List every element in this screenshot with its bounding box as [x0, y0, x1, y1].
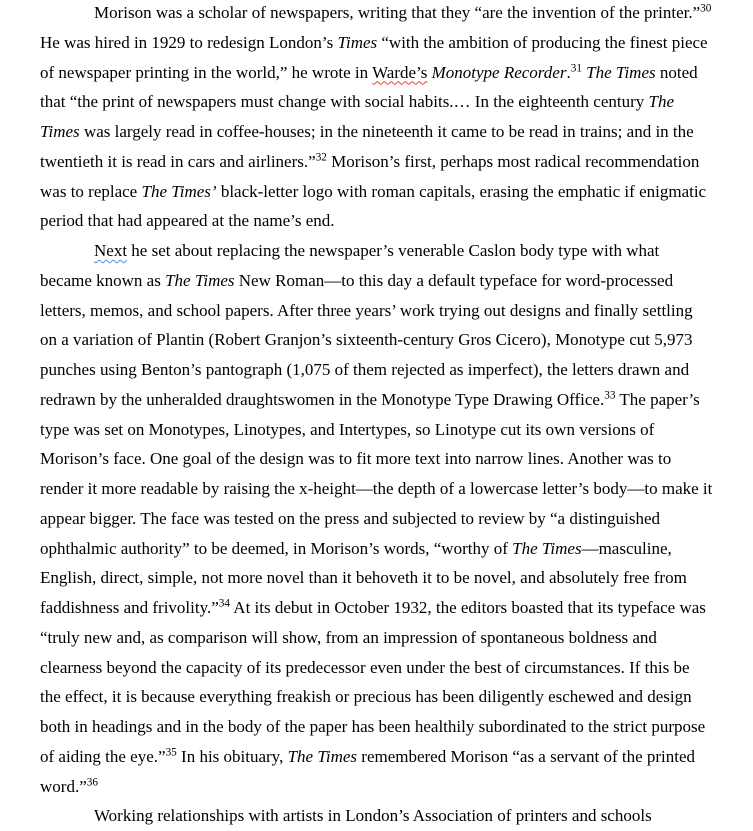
- text-run: In his obituary,: [176, 746, 288, 766]
- text-run: He was hired in 1929 to redesign London’s: [40, 32, 338, 52]
- footnote-reference: 32: [315, 151, 327, 164]
- footnote-reference: 30: [700, 2, 712, 15]
- italic-text-run: The Times: [287, 746, 358, 766]
- text-run: New Roman—to this day a default typeface for word-processed letters, memos, and school papers. After three years’ work trying out designs and finally settling on a variation of Plantin (Robert Granjon’s sixteenth-century Gros Cicero), Monotype cut 5,973 punches using Benton’s pantograph (1,075 of them rejected as imperfect), the letters drawn and redrawn by the unheralded draughtswomen in the Monotype Type Drawing Office.: [40, 270, 693, 409]
- text-run: Morison’s first, perhaps most radical recommendation was to replace: [40, 151, 700, 201]
- footnote-reference: 31: [570, 61, 582, 74]
- text-run: noted that “the print of newspapers must change with social habits.… In the eighteenth century: [40, 62, 698, 112]
- italic-text-run: The Times: [165, 270, 235, 290]
- italic-text-run: The Times: [512, 538, 582, 558]
- italic-text-run: The Times: [586, 62, 656, 82]
- footnote-reference: 36: [86, 775, 98, 788]
- grammar-flagged-word[interactable]: Next: [94, 241, 128, 260]
- text-run: The paper’s type was set on Monotypes, Linotypes, and Intertypes, so Linotype cut its own versions of Morison’s face. One goal of the design was to fit more text into narrow lines. Another was to render it more readable by raising the x-height—the depth of a lowercase letter’s body—to make it appear bigger. The face was tested on the press and subjected to review by “a distinguished ophthalmic authority” to be deemed, in Morison’s words, “worthy of: [40, 389, 713, 558]
- italic-text-run: The Times: [40, 92, 675, 141]
- text-run: “with the ambition of producing the finest piece of newspaper printing in the world,” he wrote in: [40, 32, 708, 82]
- text-run: —masculine, English, direct, simple, not more novel than it behoveth it to be novel, and absolutely free from faddishness and frivolity.”: [40, 538, 687, 617]
- footnote-reference: 34: [218, 597, 230, 610]
- text-run: Morison was a scholar of newspapers, writing that they “are the invention of the printer.”: [94, 3, 701, 22]
- footnote-reference: 33: [604, 389, 616, 402]
- text-run: was largely read in coffee-houses; in the nineteenth it came to be read in trains; and in the twentieth it is read in cars and airliners.”: [40, 122, 694, 171]
- paragraph-times-new-roman: [40, 236, 713, 801]
- footnote-reference: 35: [165, 746, 177, 759]
- paragraph-morison-times-redesign: [40, 0, 713, 236]
- paragraph-partial-clipped: [40, 801, 713, 831]
- italic-text-run: Times: [337, 32, 378, 52]
- text-run: he set about replacing the newspaper’s venerable Caslon body type with what became known as: [40, 241, 660, 290]
- text-run: remembered Morison “as a servant of the printed word.”: [40, 746, 696, 796]
- text-run: At its debut in October 1932, the editors boasted that its typeface was “truly new and, as comparison will show, from an impression of spontaneous boldness and clearness beyond the capacity of its predecessor even under the best of circumstances. If this be the effect, it is because everything freakish or precious has been diligently eschewed and design both in headings and in the body of the paper has been healthily subordinated to the strict purpose of aiding the eye.”: [40, 598, 706, 766]
- italic-text-run: The Times’: [141, 181, 217, 201]
- italic-text-run: Monotype Recorder: [431, 62, 567, 82]
- text-run: .: [566, 62, 571, 82]
- text-run: Working relationships with artists in London’s Association of printers and schools: [94, 806, 652, 826]
- misspelled-word[interactable]: Warde’s: [372, 62, 428, 82]
- document-body[interactable]: [40, 0, 713, 831]
- text-run: black-letter logo with roman capitals, erasing the emphatic if enigmatic period that had appeared at the name’s end.: [40, 181, 707, 231]
